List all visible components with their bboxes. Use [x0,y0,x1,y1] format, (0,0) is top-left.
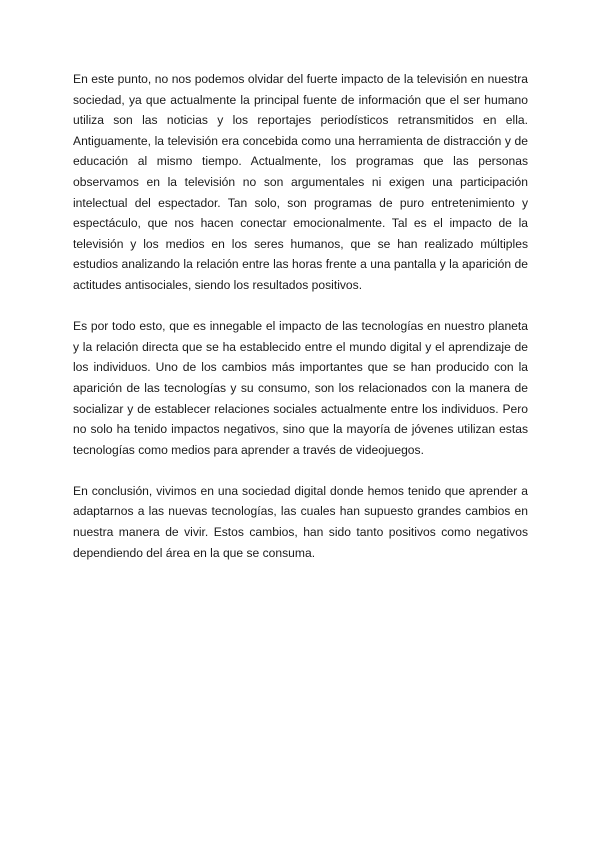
paragraph-television-impact: En este punto, no nos podemos olvidar del fuerte impacto de la televisión en nuestra sociedad, ya que actualmente la principal fuente de información que el ser humano utiliza son las noticias y los reportajes periodísticos retransmitidos en ella. Antiguamente, la televisión era concebida como una herramienta de distracción y de educación al mismo tiempo. Actualmente, los programas que las personas observamos en la televisión no son argumentales ni exigen una participación intelectual del espectador. Tan solo, son programas de puro entretenimiento y espectáculo, que nos hacen conectar emocionalmente. Tal es el impacto de la televisión y los medios en los seres humanos, que se han realizado múltiples estudios analizando la relación entre las horas frente a una pantalla y la aparición de actitudes antisociales, siendo los resultados positivos. [73,72,528,292]
document-body [73,69,528,584]
paragraph-conclusion: En conclusión, vivimos en una sociedad digital donde hemos tenido que aprender a adaptarnos a las nuevas tecnologías, las cuales han supuesto grandes cambios en nuestra manera de vivir. Estos cambios, han sido tanto positivos como negativos dependiendo del área en la que se consuma. [73,483,528,560]
paragraph-technology-impact: Es por todo esto, que es innegable el impacto de las tecnologías en nuestro planeta y la relación directa que se ha establecido entre el mundo digital y el aprendizaje de los individuos. Uno de los cambios más importantes que se han producido con la aparición de las tecnologías y su consumo, son los relacionados con la manera de socializar y de establecer relaciones sociales actualmente entre los individuos. Pero no solo ha tenido impactos negativos, sino que la mayoría de jóvenes utilizan estas tecnologías como medios para aprender a través de videojuegos. [73,319,528,457]
